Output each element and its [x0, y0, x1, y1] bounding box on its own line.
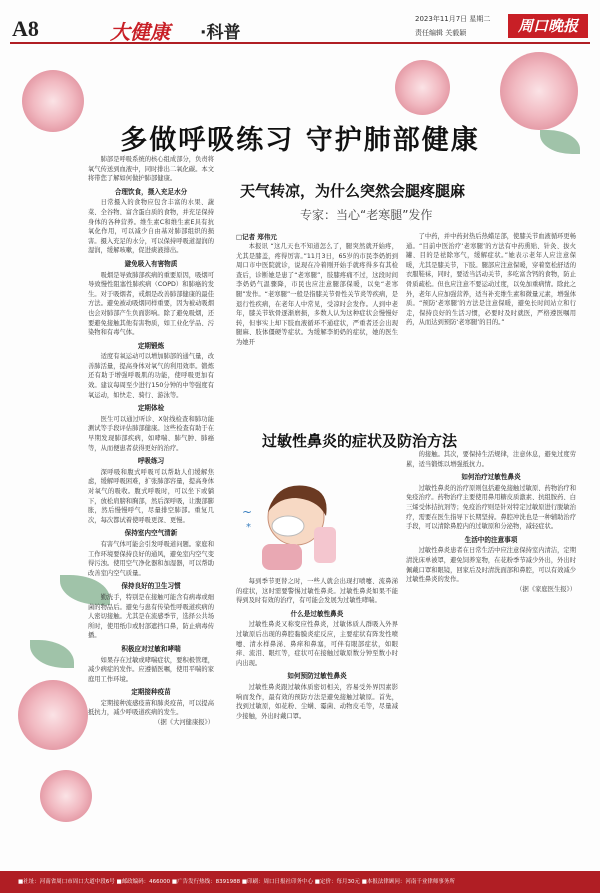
section-heading: 保持良好的卫生习惯 — [121, 582, 181, 591]
left-sections — [88, 188, 214, 718]
sneezing-person-illustration — [226, 472, 376, 572]
section-body: 过敏性鼻炎跟过敏体质密切相关，容易受外界因素影响而发作，最有效的预防方法是避免接触过敏原。首先，找到过敏原，如花粉、尘螨、霉菌、动物皮毛等，尽量减少接触，外出时戴口罩。 — [236, 683, 398, 720]
article-source: （据《大河健康报》） — [154, 719, 214, 727]
article-intro: 肺部是呼吸系统的核心组成部分，负责将氧气传送到血液中，同时排出二氧化碳。本文将带您了解如何做护肺部健康。 — [88, 156, 214, 183]
svg-text:*: * — [246, 522, 251, 533]
bottom-article-intro: 每到季节更替之时，一些人就会出现打喷嚏、流鼻涕的症状，这时需要警惕过敏性鼻炎。过敏性鼻炎如果不能得到及时有效的治疗，有可能会发展为过敏性哮喘。 — [236, 578, 398, 605]
section-subtitle: ·科普 — [200, 23, 241, 43]
right-article-text-2: 了中药，并中药封热后热蜡足部，使膝关节血液循环更畅通。“目前中医治疗‘老寒腿’的方法有中药熏贴、针灸、拔火罐、目的是祛除寒气，缓解症状。”她表示老年人应注意保暖，尤其是膝关节，下肢。腿部应注意保暖，穿着宽松舒适的衣服鞋袜，同时，要适当活动关节，多吃富含钙的食物，防止骨质疏松。但也应注意不要运动过度，以免加重病情。除此之外，老年人应加强营养，适当补充维生素和微量元素，增强体质。“预防‘老寒腿’的方法是注意保暖，避免长时间站立和行走，保持良好的生活习惯，必要时及时就医，严格遵医嘱用药，从而达到预防‘老寒腿’的目的。” — [406, 233, 576, 327]
section-heading: 合理饮食，摄入充足水分 — [114, 187, 188, 196]
section-body: 深呼吸和腹式呼吸可以帮助人们缓解焦虑，缓解呼吸困难，扩张肺部容量，提高身体对氧气的吸收。腹式呼吸时，可以坐下或躺下，放松肩膀和胸部，然后深呼吸，让腹部膨胀，然后慢慢呼气，尽量排空肺部。重复几次，每次都试着使呼吸更深、更慢。 — [88, 468, 214, 524]
main-headline: 多做呼吸练习 守护肺部健康 — [120, 125, 480, 156]
bottom-col2-sections — [406, 473, 576, 585]
section-body: 如果存在过敏或哮喘症状，要积极管理，减少病症的发作。应遵循医嘱，使用平喘的家庭用工作环境。 — [88, 656, 214, 683]
section-body: 适度有氧运动可以增加肺部的通气量，改善肺活量，提高身体对氧气的利用效率。锻炼还有助于增强呼吸肌的功能，使呼吸更加有效。建议每周至少进行150分钟的中等强度有氧运动，如快走、骑行、游泳等。 — [88, 353, 214, 399]
section-body: 过敏性鼻炎的治疗原则包括避免接触过敏原、药物治疗和免疫治疗。药物治疗主要使用鼻用糖皮质激素、抗组胺药、白三烯受体拮抗剂等；免疫治疗则是针对特定过敏原进行脱敏治疗，需要在医生指导下长期坚持。鼻腔冲洗也是一种辅助治疗手段，可以清除鼻腔内的过敏原和分泌物，减轻症状。 — [406, 484, 576, 531]
bottom-article-source: （据《家庭医生报》） — [516, 585, 576, 593]
flower-decoration-top — [395, 60, 450, 115]
section-body: 日常摄入的食物应包含丰富的水果、蔬菜、全谷物、富含蛋白质的食物，并充足保持身体的各种营养。维生素C和维生素E具有抗氧化作用，可以减少自由基对肺部组织的损害。摄入充足的水分，可以保持呼吸道湿润的湿润，缓解咳嗽，促进痰液排出。 — [88, 199, 214, 255]
right-article-col1 — [236, 242, 398, 397]
section-title: 大健康 — [110, 20, 170, 44]
leaf-decoration — [30, 640, 74, 668]
section-body: 有害气体可能会引发呼吸道问题。家庭和工作环境要保持良好的通风，避免室内空气变得污浊。使用空气净化器和加湿器，可以帮助改善室内空气质量。 — [88, 540, 214, 577]
section-body: 医生可以通过听诊、X射线检查和肺功能测试等手段评估肺部健康。这些检查有助于在早期发现肺部疾病，如哮喘、肺气肿、肺癌等，从而便患者获得更好的治疗。 — [88, 415, 214, 452]
section-heading: 避免吸入有害物质 — [124, 259, 178, 268]
article-subtitle-cold-leg: 专家：当心“老寒腿”发作 — [300, 208, 433, 222]
issue-date: 2023年11月7日 星期二 — [415, 15, 491, 23]
section-heading: 保持室内空气清新 — [124, 529, 178, 538]
right-article-col2 — [406, 232, 576, 397]
editor-credit: 责任编辑 关毅颖 — [415, 29, 467, 37]
newspaper-logo: 周口晚报 — [508, 14, 588, 38]
bottom-article-col2 — [406, 450, 576, 862]
section-heading: 定期锻炼 — [137, 341, 165, 350]
section-heading: 呼吸练习 — [137, 457, 165, 466]
bottom-col1-sections — [236, 610, 398, 722]
section-body: 勤洗手，特别是在接触可能含有病毒或细菌的物品后。避免与患有传染性呼吸道疾病的人密切接触。尤其是在流感季节，选择公共场所时，使用纸巾或肘部遮挡口鼻，防止病毒传播。 — [88, 593, 214, 640]
svg-text:~: ~ — [242, 505, 253, 519]
section-heading: 生活中的注意事项 — [464, 535, 518, 544]
bottom-article-col2-intro: 的接触。其次，要保持生活规律，注意休息，避免过度劳累，适当锻炼以增强抵抗力。 — [406, 451, 576, 468]
flower-decoration-bottom-left-2 — [40, 770, 92, 822]
section-body: 过敏性鼻炎又称变应性鼻炎，过敏体质人群吸入外界过敏原后出现的鼻腔黏膜炎症反应，主要症状有阵发性喷嚏、清水样鼻涕、鼻痒和鼻塞，可伴有眼部症状，如眼痒、流泪、眼红等，症状可在接触过敏原数分钟至数小时内出现。 — [236, 621, 398, 667]
page-number: A8 — [12, 16, 39, 41]
section-heading: 定期接种疫苗 — [131, 688, 171, 697]
section-heading: 什么是过敏性鼻炎 — [290, 609, 344, 618]
bottom-article-col1 — [236, 577, 398, 862]
page-footer: ■社址：河南省周口市周口大道中段6号 ■邮政编码：466000 ■广告发行热线：8391988 ■印刷：周口日报社印务中心 ■定价：每月30元 ■本报法律顾问：河南千业律师事务所 — [0, 871, 600, 893]
section-body: 吸烟是导致肺部疾病的重要原因，吸烟可导致慢性阻塞性肺疾病（COPD）和肺癌的发生。对于吸烟者，戒烟是改善肺部健康的最佳方法。避免被动吸烟同样重要，因为被动吸烟也会对肺部产生负面影响。除了避免吸烟，还要避免接触其他有害物质，如工业化学品、污染物和有毒气体。 — [88, 271, 214, 337]
section-body: 过敏性鼻炎患者在日常生活中应注意保持室内清洁，定期清洗床单被罩，避免饲养宠物，在花粉季节减少外出，外出时佩戴口罩和眼镜，回家后及时清洗面部和鼻腔，可以有效减少过敏性鼻炎的发作。 — [406, 547, 576, 584]
section-heading: 定期体检 — [137, 404, 165, 413]
flower-decoration-bottom-left — [18, 680, 88, 750]
article-byline: □记者 郑伟元 — [236, 233, 277, 241]
article-title-cold-leg: 天气转凉，为什么突然会腿疼腿麻 — [240, 182, 466, 200]
section-body: 定期接种流感疫苗和肺炎疫苗，可以提高抵抗力，减少呼吸道疾病的发生。 — [88, 699, 214, 717]
right-article-text-1: 本报讯 “这几天也不知道怎么了，腿突然就开始疼，尤其是膝盖，疼得厉害。”11月3日，65岁的市民李奶奶到周口市中医院就诊，说现在冷着刚开始手就疼得多有其检查后，诊断她是患了“老寒腿”，肢膝疼痛不过，这段时间李奶奶气温骤降，市民也应注意腿部保暖，以免“老寒腿”发作。“老寒腿”一般是指膝关节骨性关节炎等疾病，是退行性疾病，在老年人中常见，受凉时会发作。人到中老年，膝关节软骨逐渐磨损，多数人认为这种症状会慢慢好转，但事实上却下肢血液循环不通症状，严重者还会出现腿麻、肢体僵硬等症状。为缓解李奶奶的症状，她的医生为她开 — [236, 243, 398, 346]
page-header — [10, 8, 590, 44]
section-heading: 如何治疗过敏性鼻炎 — [461, 473, 521, 482]
section-heading: 积极应对过敏和哮喘 — [121, 644, 181, 653]
left-article — [88, 155, 214, 855]
article-title-rhinitis: 过敏性鼻炎的症状及防治方法 — [262, 432, 458, 450]
section-heading: 如何预防过敏性鼻炎 — [287, 672, 347, 681]
